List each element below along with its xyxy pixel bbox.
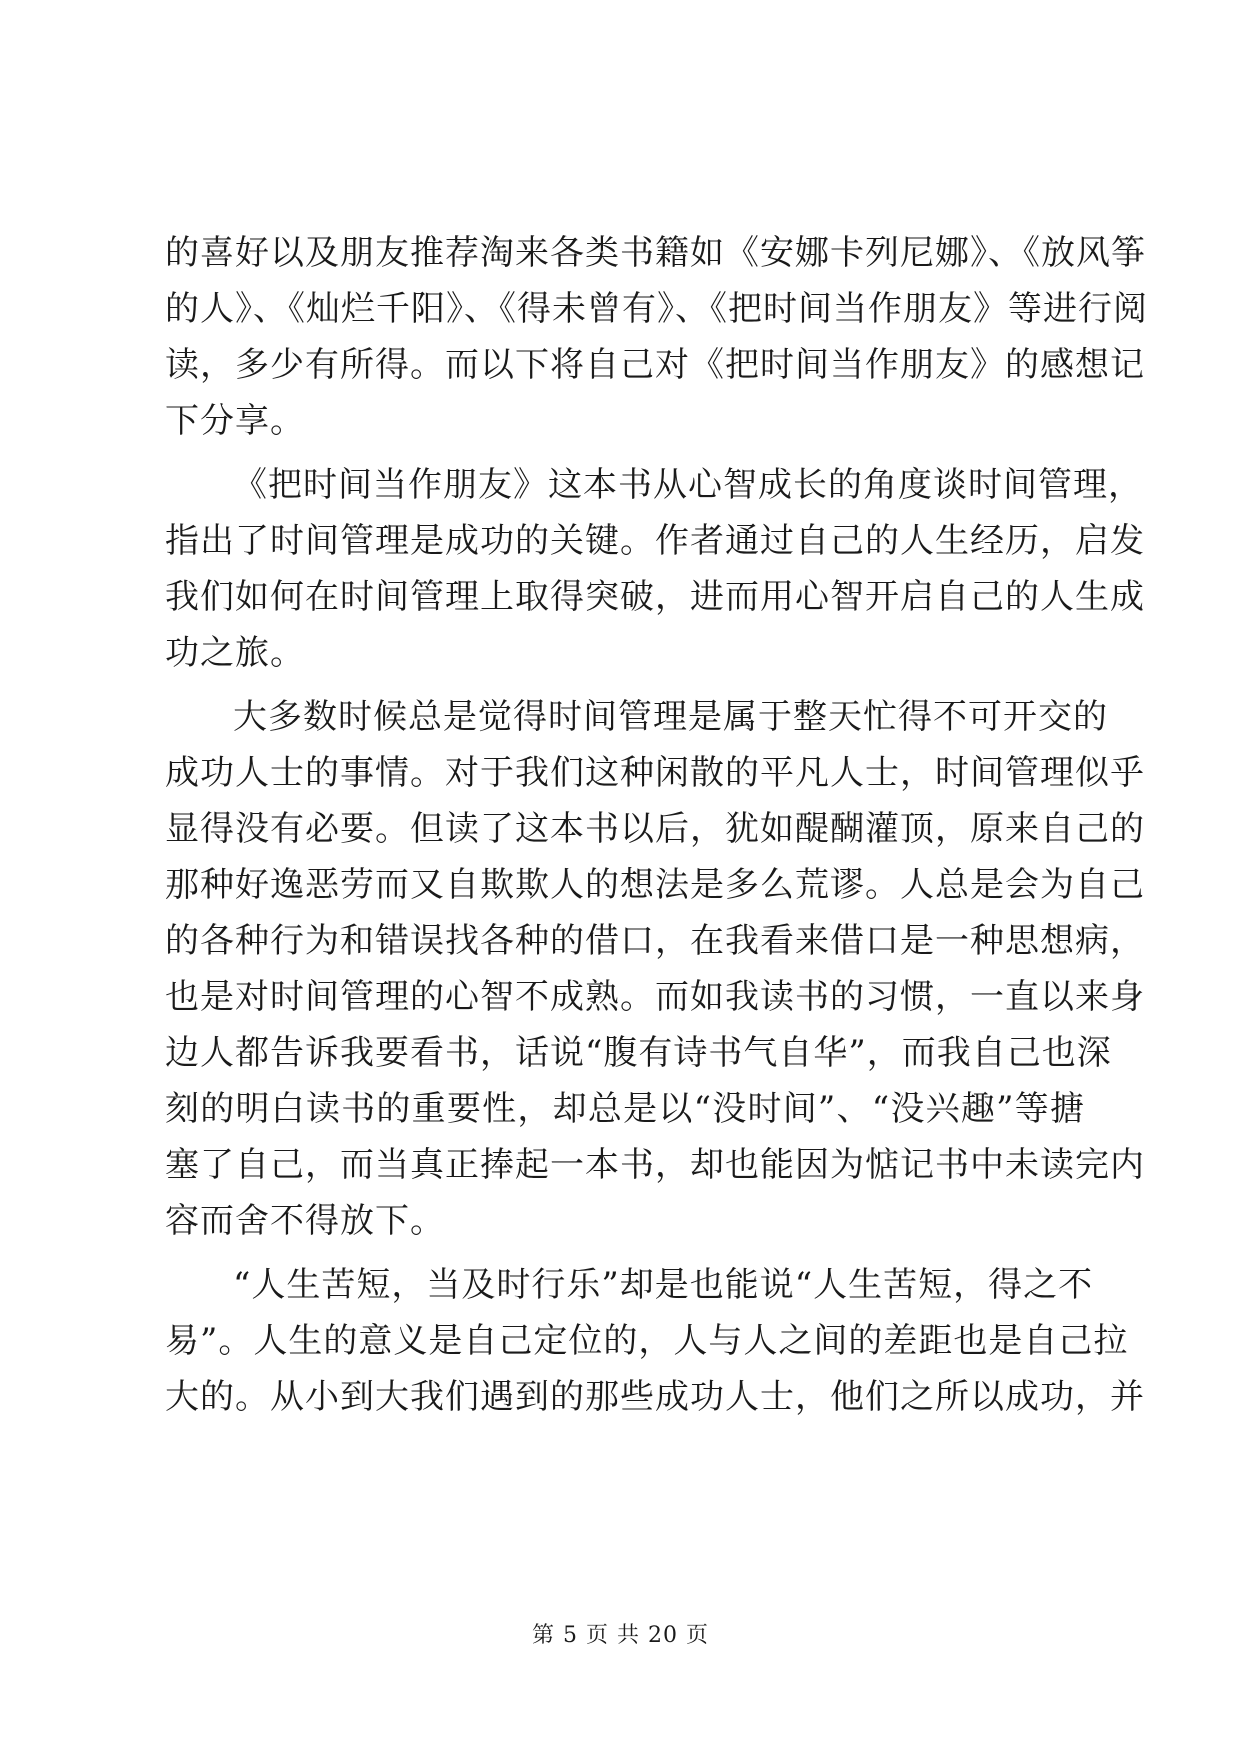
text-line: 的人》、《灿烂千阳》、《得未曾有》、《把时间当作朋友》等进行阅: [165, 289, 1148, 329]
text-line: “人生苦短，当及时行乐”却是也能说“人生苦短，得之不: [233, 1265, 1094, 1305]
text-line: 的喜好以及朋友推荐淘来各类书籍如《安娜卡列尼娜》、《放风筝: [165, 233, 1146, 273]
text-line: 大多数时候总是觉得时间管理是属于整天忙得不可开交的: [233, 697, 1108, 737]
text-line: 也是对时间管理的心智不成熟。而如我读书的习惯，一直以来身: [165, 977, 1145, 1017]
page-number-footer: 第 5 页 共 20 页: [532, 1623, 709, 1648]
text-line: 的各种行为和错误找各种的借口，在我看来借口是一种思想病，: [165, 921, 1145, 961]
text-line: 易”。人生的意义是自己定位的，人与人之间的差距也是自己拉: [165, 1321, 1129, 1361]
text-line: 成功人士的事情。对于我们这种闲散的平凡人士，时间管理似乎: [165, 753, 1145, 793]
text-line: 那种好逸恶劳而又自欺欺人的想法是多么荒谬。人总是会为自己: [165, 865, 1145, 905]
text-line: 显得没有必要。但读了这本书以后，犹如醍醐灌顶，原来自己的: [165, 809, 1145, 849]
text-line: 容而舍不得放下。: [165, 1201, 445, 1241]
text-line: 《把时间当作朋友》这本书从心智成长的角度谈时间管理，: [233, 465, 1143, 505]
paragraph: [165, 225, 1148, 449]
paragraph: [165, 689, 1145, 1249]
body-text: [165, 225, 1148, 1425]
text-line: 塞了自己，而当真正捧起一本书，却也能因为惦记书中未读完内: [165, 1145, 1145, 1185]
text-line: 读，多少有所得。而以下将自己对《把时间当作朋友》的感想记: [165, 345, 1145, 385]
text-line: 指出了时间管理是成功的关键。作者通过自己的人生经历，启发: [165, 521, 1145, 561]
text-line: 下分享。: [165, 401, 305, 441]
paragraph: [165, 457, 1145, 681]
text-line: 刻的明白读书的重要性，却总是以“没时间”、“没兴趣”等搪: [165, 1089, 1085, 1129]
text-line: 我们如何在时间管理上取得突破，进而用心智开启自己的人生成: [165, 577, 1145, 617]
text-line: 边人都告诉我要看书，话说“腹有诗书气自华”，而我自己也深: [165, 1033, 1112, 1073]
paragraph: [165, 1257, 1145, 1425]
text-line: 大的。从小到大我们遇到的那些成功人士，他们之所以成功，并: [165, 1377, 1145, 1417]
text-line: 功之旅。: [165, 633, 305, 673]
